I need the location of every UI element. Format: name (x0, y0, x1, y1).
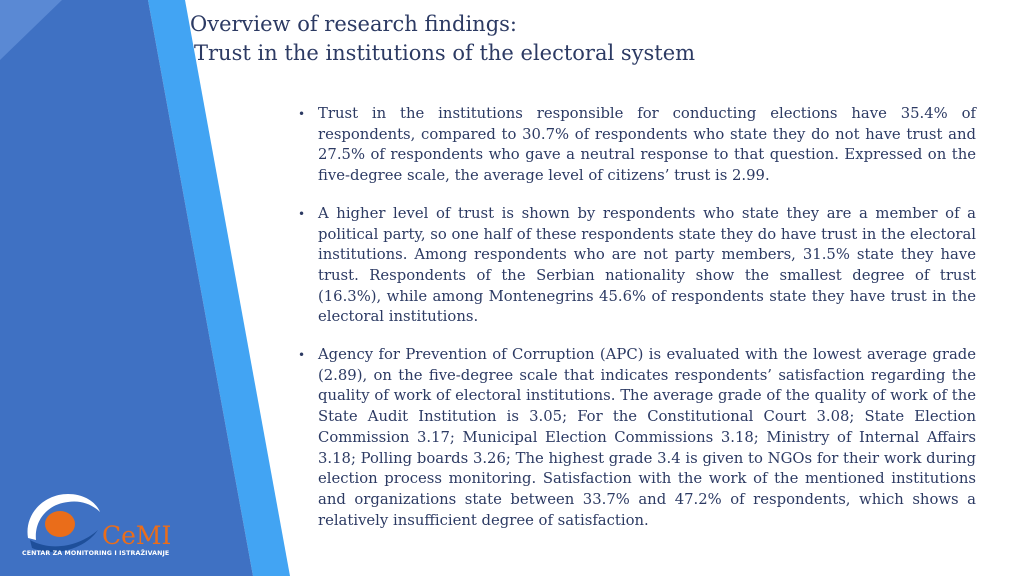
bullet-marker: • (298, 107, 306, 121)
finding-text: A higher level of trust is shown by respondents who state they are a member of a political party, so one half of these respondents state they do have trust in the electoral institutions. Among respondents who are not party members, 31.5% state they have trust. Respondents of the Serbian nationality show the smallest degree of trust (16.3%), while among Montenegrins 45.6% of respondents state they have trust in the electoral institutions. (318, 204, 976, 326)
page-title-line-2: Trust in the institutions of the electoral system (194, 41, 696, 65)
findings-list (298, 104, 976, 548)
page-title-line-1: Overview of research findings: (190, 12, 517, 36)
finding-text: Trust in the institutions responsible for conducting elections have 35.4% of respondents, compared to 30.7% of respondents who state they do not have trust and 27.5% of respondents who gave a neutral response to that question. Expressed on the five-degree scale, the average level of citizens’ trust is 2.99. (318, 105, 976, 185)
finding-item (298, 104, 976, 187)
finding-item (298, 345, 976, 531)
page-title (190, 10, 695, 68)
logo-circle-icon (45, 511, 75, 537)
finding-text: Agency for Prevention of Corruption (APC) is evaluated with the lowest average grade (2.89), on the five-degree scale that indicates respondents’ satisfaction regarding the quality of work of electoral institutions. The average grade of the quality of work of the State Audit Institution is 3.05; For the Constitutional Court 3.08; State Election Commission 3.17; Municipal Election Commissions 3.18; Ministry of Internal Affairs 3.18; Polling boards 3.26; The highest grade 3.4 is given to NGOs for their work during election process monitoring. Satisfaction with the work of the mentioned institutions and organizations state between 33.7% and 47.2% of respondents, which shows a relatively insufficient degree of satisfaction. (318, 346, 976, 529)
logo-caption: CENTAR ZA MONITORING I ISTRAŽIVANJE (22, 550, 170, 557)
finding-item (298, 204, 976, 328)
logo-wordmark: CeMI (102, 521, 172, 550)
bullet-marker: • (298, 206, 306, 221)
bullet-marker: • (298, 348, 306, 363)
